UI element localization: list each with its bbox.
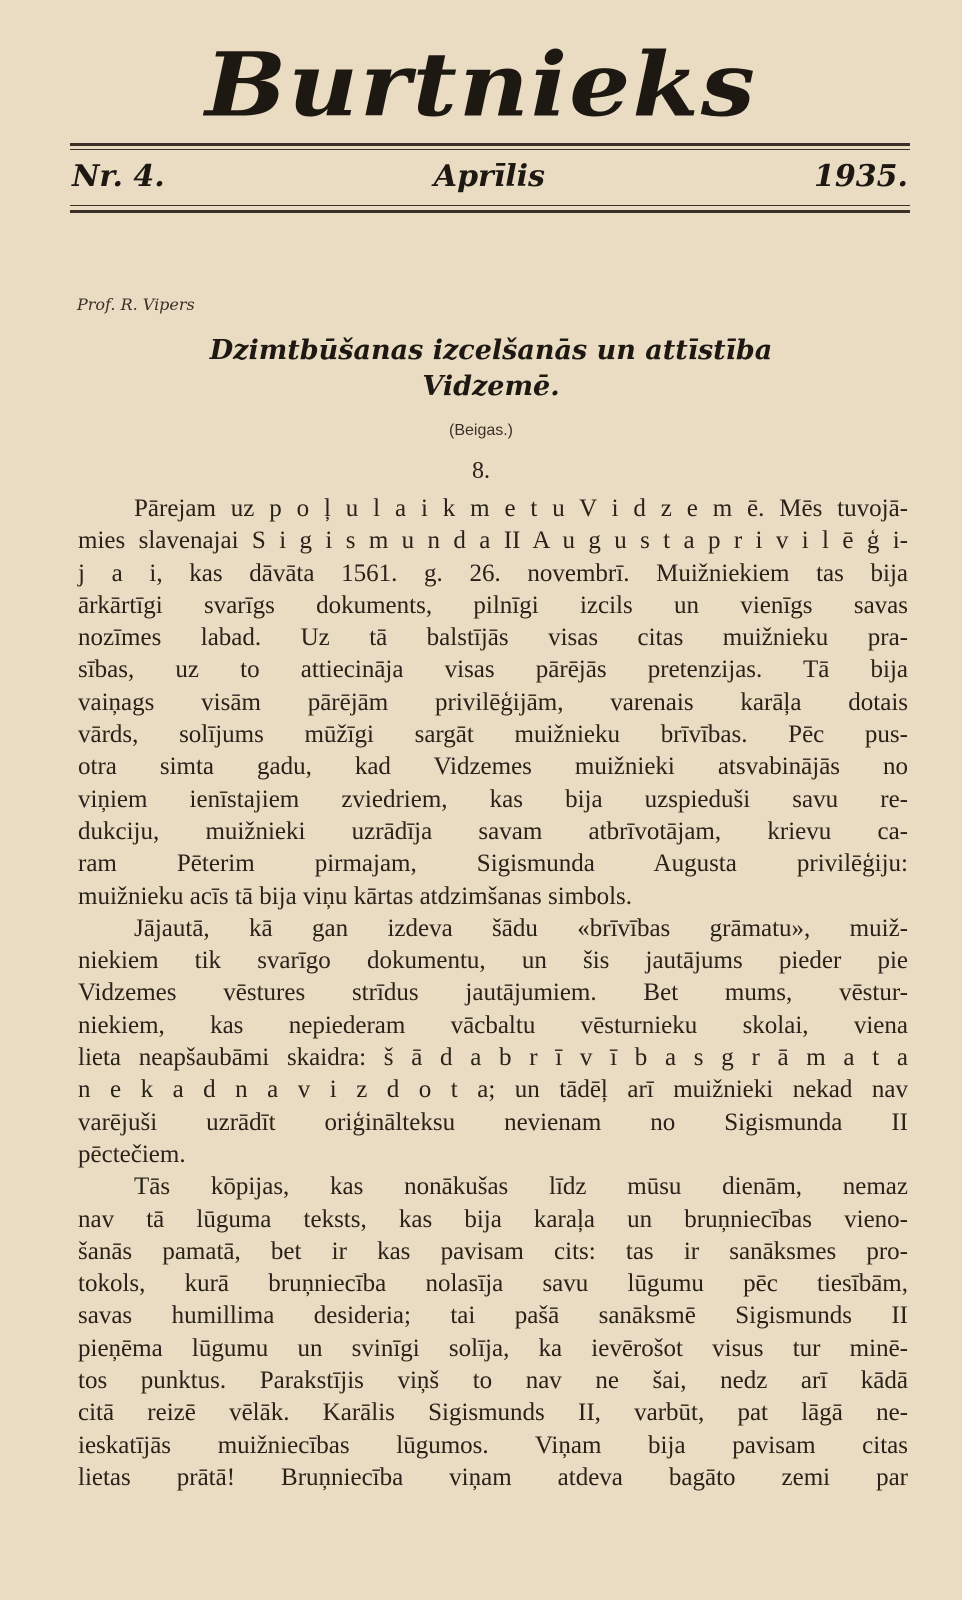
body-line: citā reizē vēlāk. Karālis Sigismunds II, varbūt, pat lāgā ne- — [78, 1399, 908, 1427]
body-line: ram Pēterim pirmajam, Sigismunda Augusta privilēģiju: — [78, 850, 908, 878]
body-line: niekiem, kas nepiederam vācbaltu vēsturnieku skolai, viena — [78, 1011, 908, 1039]
article-title-line-1: Dzimtbūšanas izcelšanās un attīstība — [209, 335, 773, 366]
masthead-rule-bottom-thin — [70, 205, 910, 206]
body-line: tos punktus. Parakstījis viņš to nav ne šai, nedz arī kādā — [78, 1367, 908, 1395]
body-line: muižnieku acīs tā bija viņu kārtas atdzimšanas simbols. — [78, 882, 633, 910]
body-line: ārkārtīgi svarīgs dokuments, pilnīgi izcils un vienīgs savas — [78, 591, 908, 619]
issue-line — [72, 159, 908, 194]
masthead-rule-top-thin — [70, 149, 910, 150]
masthead-rule-bottom — [70, 210, 910, 213]
masthead-title: Burtnieks — [205, 32, 757, 137]
article-title-line-2: Vidzemē. — [422, 371, 560, 402]
body-line: Jājautā, kā gan izdeva šādu «brīvības grāmatu», muiž- — [134, 914, 908, 942]
body-line: pieņēma lūgumu un svinīgi solīja, ka ievērošot visus tur minē- — [78, 1334, 908, 1362]
body-line: pēctečiem. — [78, 1140, 186, 1168]
issue-month: Aprīlis — [433, 159, 545, 194]
masthead-rule-top — [70, 143, 910, 146]
body-line: otra simta gadu, kad Vidzemes muižnieki atsvabinājās no — [78, 753, 908, 781]
body-line: Pārejam uz p o ļ u l a i k m e t u V i d z e m ē. Mēs tuvojā- — [134, 495, 908, 522]
article-author: Prof. R. Vipers — [77, 295, 195, 314]
body-line: lieta neapšaubāmi skaidra: š ā d a b r ī v ī b a s g r ā m a t a — [78, 1044, 908, 1072]
body-line: niekiem tik svarīgo dokumentu, un šis jautājums pieder pie — [78, 947, 908, 975]
body-line: Tās kōpijas, kas nonākušas līdz mūsu dienām, nemaz — [134, 1173, 908, 1201]
body-line: nav tā lūguma teksts, kas bija karaļa un bruņniecības vieno- — [78, 1205, 908, 1233]
continued-note: (Beigas.) — [448, 422, 514, 439]
issue-year: 1935. — [814, 159, 908, 194]
body-line: varējuši uzrādīt oriģinālteksu nevienam no Sigismunda II — [78, 1108, 908, 1136]
body-line: j a i, kas dāvāta 1561. g. 26. novembrī. Muižniekiem tas bija — [78, 559, 908, 587]
body-line: ieskatījās muižniecības lūgumos. Viņam bija pavisam citas — [78, 1431, 908, 1459]
body-line: sības, uz to attiecināja visas pārējās pretenzijas. Tā bija — [78, 656, 908, 684]
issue-number: Nr. 4. — [72, 159, 165, 194]
body-line: mies slavenajai S i g i s m u n d a II A u g u s t a p r i v i l ē ģ i- — [78, 527, 908, 555]
body-line: nozīmes labad. Uz tā balstījās visas citas muižnieku pra- — [78, 624, 908, 652]
body-line: n e k a d n a v i z d o t a; un tādēļ arī muižnieki nekad nav — [78, 1076, 908, 1104]
body-line: Vidzemes vēstures strīdus jautājumiem. Bet mums, vēstur- — [78, 979, 908, 1007]
body-line: dukciju, muižnieki uzrādīja savam atbrīvotājam, krievu ca- — [78, 817, 908, 845]
section-number: 8. — [472, 458, 490, 484]
body-line: šanās pamatā, bet ir kas pavisam cits: tas ir sanāksmes pro- — [78, 1237, 908, 1265]
body-line: savas humillima desideria; tai pašā sanāksmē Sigismunds II — [78, 1302, 908, 1330]
article-title — [70, 333, 912, 405]
body-line: vaiņags visām pārējām privilēģijām, varenais karāļa dotais — [78, 688, 908, 716]
body-line: viņiem ienīstajiem zviedriem, kas bija uzspieduši savu re- — [78, 785, 908, 813]
body-line: tokols, kurā bruņniecība nolasīja savu lūgumu pēc tiesībām, — [78, 1270, 908, 1298]
body-line: lietas prātā! Bruņniecība viņam atdeva bagāto zemi par — [78, 1463, 908, 1491]
article-body — [78, 493, 908, 1494]
body-line: vārds, solījums mūžīgi sargāt muižnieku brīvības. Pēc pus- — [78, 721, 908, 749]
